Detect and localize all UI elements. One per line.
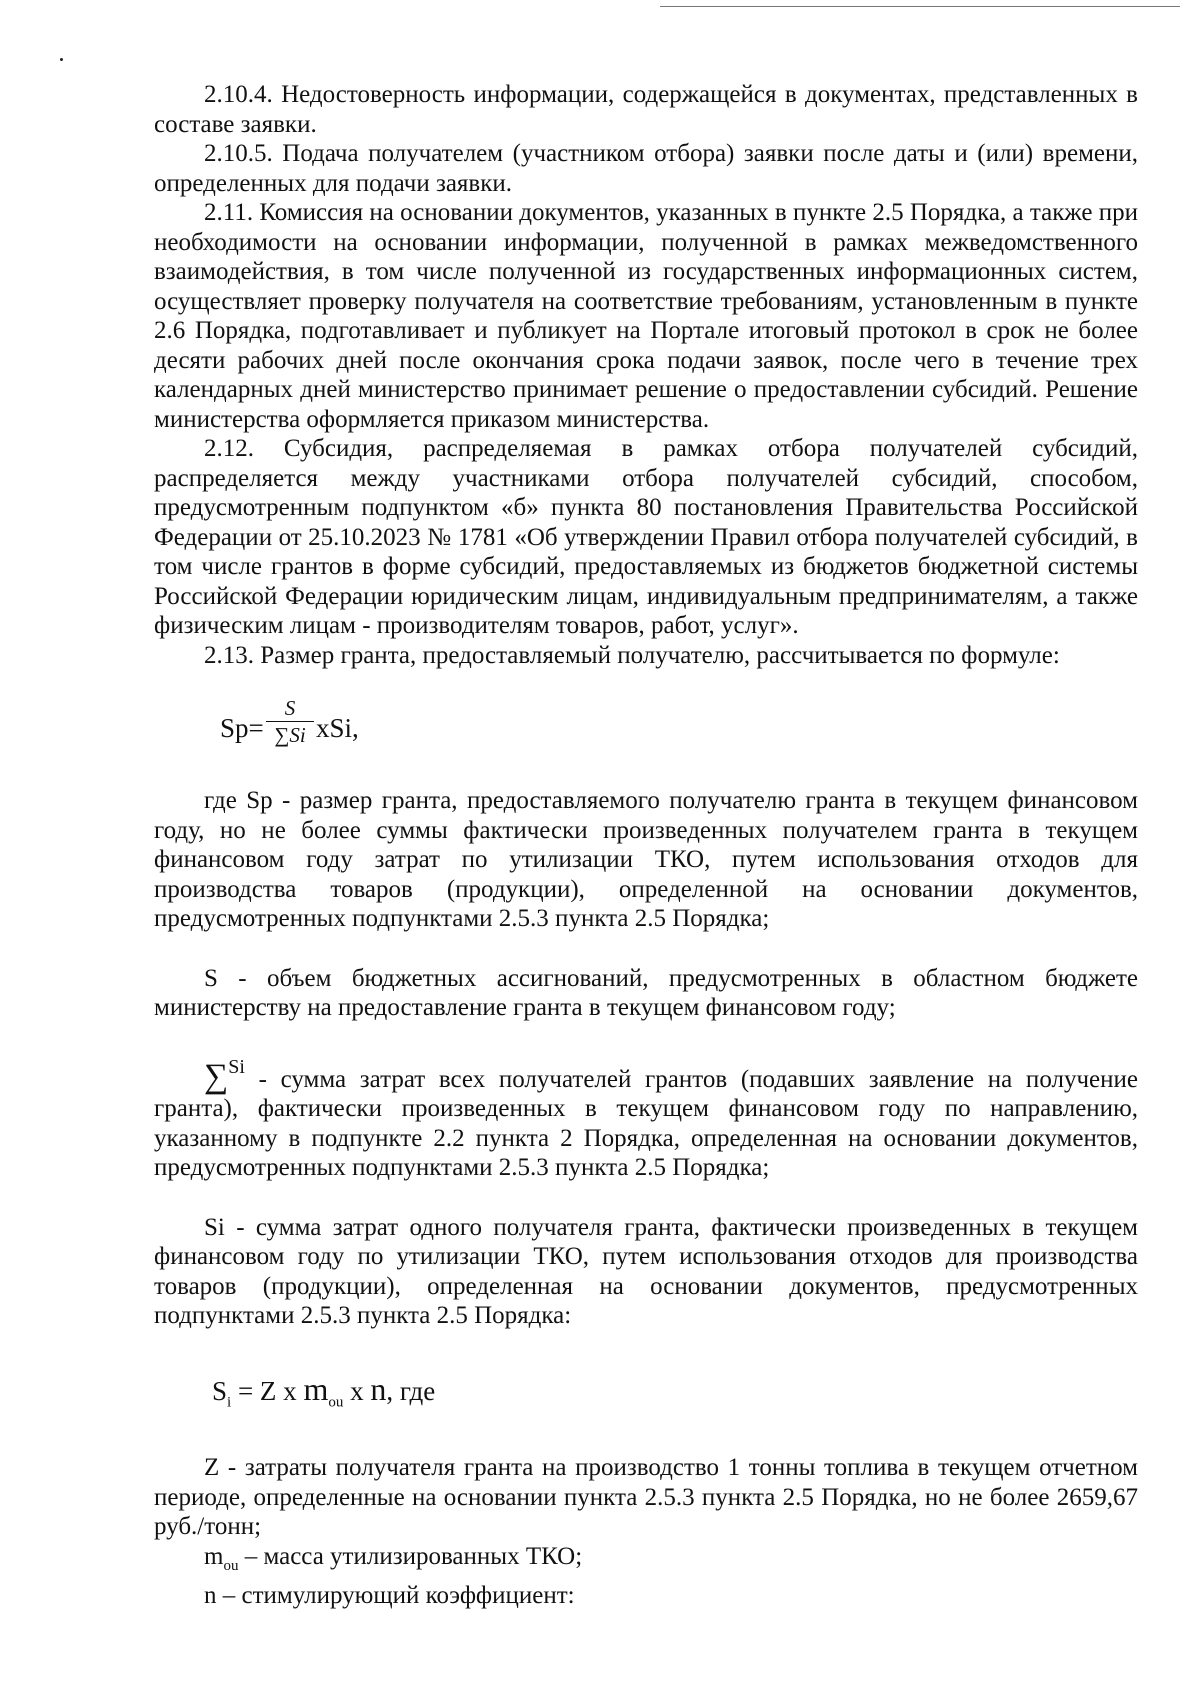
paragraph-2-10-4: 2.10.4. Недостоверность информации, содержащейся в документах, представленных в составе заявки. bbox=[154, 81, 1138, 138]
mou-subscript: ou bbox=[223, 1557, 239, 1574]
definition-si: Si - сумма затрат одного получателя гранта, фактически произведенных в текущем финансовом году по утилизации ТКО, путем использования отходов для производства товаров (продукции), определенная на основании документов, предусмотренных подпунктами 2.5.3 пункта 2.5 Порядка: bbox=[154, 1213, 1138, 1329]
si-formula bbox=[212, 1370, 1138, 1418]
definition-s: S - объем бюджетных ассигнований, предусмотренных в областном бюджете министерству на предоставление гранта в текущем финансовом году; bbox=[154, 964, 1138, 1021]
definition-sum-si-text: - сумма затрат всех получателей грантов (подавших заявление на получение гранта), фактически произведенных в текущем финансовом году по направлению, указанному в подпункте 2.2 пункта 2 Порядка, определенная на основании документов, предусмотренных подпунктами 2.5.3 пункта 2.5 Порядка; bbox=[154, 1065, 1138, 1181]
definition-n: n – стимулирующий коэффициент: bbox=[204, 1582, 575, 1610]
fraction-bar bbox=[266, 721, 314, 722]
m-symbol: m bbox=[303, 1370, 329, 1407]
grant-formula bbox=[220, 696, 1138, 758]
definition-mou bbox=[154, 1542, 1138, 1582]
document-page bbox=[154, 80, 1138, 1611]
m-subscript: ou bbox=[328, 1393, 344, 1410]
n-symbol: n bbox=[370, 1370, 387, 1407]
si-subscript: i bbox=[227, 1393, 232, 1410]
formula-numerator: S bbox=[284, 696, 296, 720]
si-symbol: S bbox=[212, 1375, 228, 1406]
paragraph-2-13: 2.13. Размер гранта, предоставляемый получателю, рассчитывается по формуле: bbox=[204, 641, 1060, 669]
multiply-sign: x bbox=[343, 1375, 371, 1406]
mou-text: – масса утилизированных ТКО; bbox=[238, 1542, 583, 1570]
paragraph-2-11: 2.11. Комиссия на основании документов, указанных в пункте 2.5 Порядка, а также при необходимости на основании информации, полученной в рамках межведомственного взаимодействия, в том числе полученной из государственных информационных систем, осуществляет проверку получателя на соответствие требованиям, установленным в пункте 2.6 Порядка, подготавливает и публикует на Портале итоговый протокол в срок не более десяти рабочих дней после окончания срока подачи заявок, после чего в течение трех календарных дней министерство принимает решение о предоставлении субсидий. Решение министерства оформляется приказом министерства. bbox=[154, 199, 1138, 433]
si-equals-z: = Z x bbox=[231, 1375, 304, 1406]
formula-tail: , где bbox=[386, 1375, 436, 1406]
definition-sp: где Sp - размер гранта, предоставляемого получателю гранта в текущем финансовом году, но не более суммы фактически произведенных получателем гранта в текущем финансовом году затрат по утилизации ТКО, путем использования отходов для производства товаров (продукции), определенной на основании документов, предусмотренных подпунктами 2.5.3 пункта 2.5 Порядка; bbox=[154, 787, 1138, 932]
formula-rhs: xSi, bbox=[316, 713, 359, 743]
sigma-symbol: ∑ bbox=[204, 1057, 229, 1095]
scan-top-edge-line bbox=[660, 6, 1180, 7]
definition-sum-si bbox=[154, 1053, 1138, 1183]
formula-denominator: ∑Si bbox=[274, 723, 306, 747]
mou-symbol: m bbox=[204, 1542, 224, 1570]
scan-speck bbox=[60, 58, 63, 61]
formula-fraction bbox=[266, 696, 314, 747]
paragraph-2-10-5: 2.10.5. Подача получателем (участником отбора) заявки после даты и (или) времени, определенных для подачи заявки. bbox=[154, 140, 1138, 197]
formula-lhs: Sp= bbox=[220, 713, 264, 743]
sigma-superscript: Si bbox=[228, 1055, 245, 1078]
paragraph-2-12: 2.12. Субсидия, распределяемая в рамках отбора получателей субсидий, распределяется между участниками отбора получателей субсидий, способом, предусмотренным подпунктом «б» пункта 80 постановления Правительства Российской Федерации от 25.10.2023 № 1781 «Об утверждении Правил отбора получателей субсидий, в том числе грантов в форме субсидий, предоставляемых из бюджетов бюджетной системы Российской Федерации юридическим лицам, индивидуальным предпринимателям, а также физическим лицам - производителям товаров, работ, услуг». bbox=[154, 435, 1138, 639]
definition-z: Z - затраты получателя гранта на производство 1 тонны топлива в текущем отчетном периоде, определенные на основании пункта 2.5.3 пункта 2.5 Порядка, но не более 2659,67 руб./тонн; bbox=[154, 1454, 1138, 1541]
